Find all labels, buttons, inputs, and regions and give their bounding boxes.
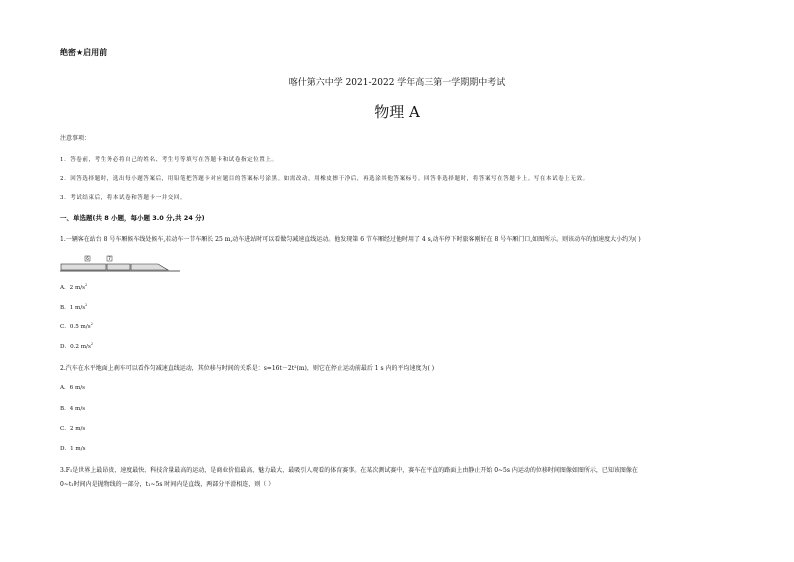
train-figure [60, 255, 180, 275]
notice-item: 1．答卷前，考生务必将自己的姓名、考生号等填写在答题卡和试卷指定位置上。 [60, 157, 278, 163]
option-a: A．2 $m/s^2$ [60, 283, 88, 291]
question-3-stem-line-1: 3.F₁是世界上最昂贵、速度最快、科技含量最高的运动，是商业价值最高、魅力最大、最吸引人观看的体育赛事。在某次测试赛中，赛车在平直的路面上由静止开始 0~5s 内运动的位移时间图像如图所示，已知该图像在 [60, 467, 638, 474]
carriage-7 [107, 264, 130, 270]
school-exam-title: 喀什第六中学 2021-2022 学年高三第一学期期中考试 [288, 78, 506, 88]
notice-item: 3．考试结束后，将本试卷和答题卡一并交回。 [60, 195, 187, 201]
train-head [131, 264, 168, 270]
secret-mark: 绝密★启用前 [60, 48, 108, 57]
label-7: 7 [108, 256, 111, 261]
question-2-stem: 2.汽车在水平地面上刹车可以看作匀减速直线运动，其位移与时间的关系是：s=16t－2t²(m)，则它在停止运动前最后 1 s 内的平均速度为( ) [60, 365, 435, 372]
option-c: C．0.5 $m/s^2$ [60, 322, 93, 330]
option-a: A．6 m/s [60, 385, 86, 391]
label-6: 6 [86, 256, 89, 261]
option-c: C．2 m/s [60, 426, 86, 432]
carriage-6 [61, 264, 106, 270]
option-b: B．1 $m/s^2$ [60, 303, 88, 311]
option-d: D．1 m/s [60, 446, 86, 452]
option-d: D．0.2 $m/s^2$ [60, 342, 94, 350]
question-1-stem: 1.一辆客在站台 8 号车厢候车线处候车,若动车一节车厢长 25 m,动车进站时可以看做匀减速直线运动。他发现第 6 节车厢经过他时用了 4 s,动车停下时旅客刚好在 8 号车厢门口,如图所示。则该动车的加速度大小约为( ) [60, 236, 641, 243]
notice-heading: 注意事项： [60, 135, 91, 142]
question-3-stem-line-2: 0~t₁时间内是抛物线的一部分，t₁~5s 时间内是直线，两部分平滑相连，则（ ） [60, 481, 275, 488]
option-b: B．4 m/s [60, 406, 86, 412]
notice-item: 2．回答选择题时，选出每小题答案后，用铅笔把答题卡对应题目的答案标号涂黑。如需改动，用橡皮擦干净后，再选涂其他答案标号。回答非选择题时，将答案写在答题卡上。写在本试卷上无效。 [60, 176, 589, 182]
subject-title: 物理 A [374, 103, 420, 121]
section-title: 一、单选题(共 8 小题，每小题 3.0 分,共 24 分) [60, 214, 205, 222]
